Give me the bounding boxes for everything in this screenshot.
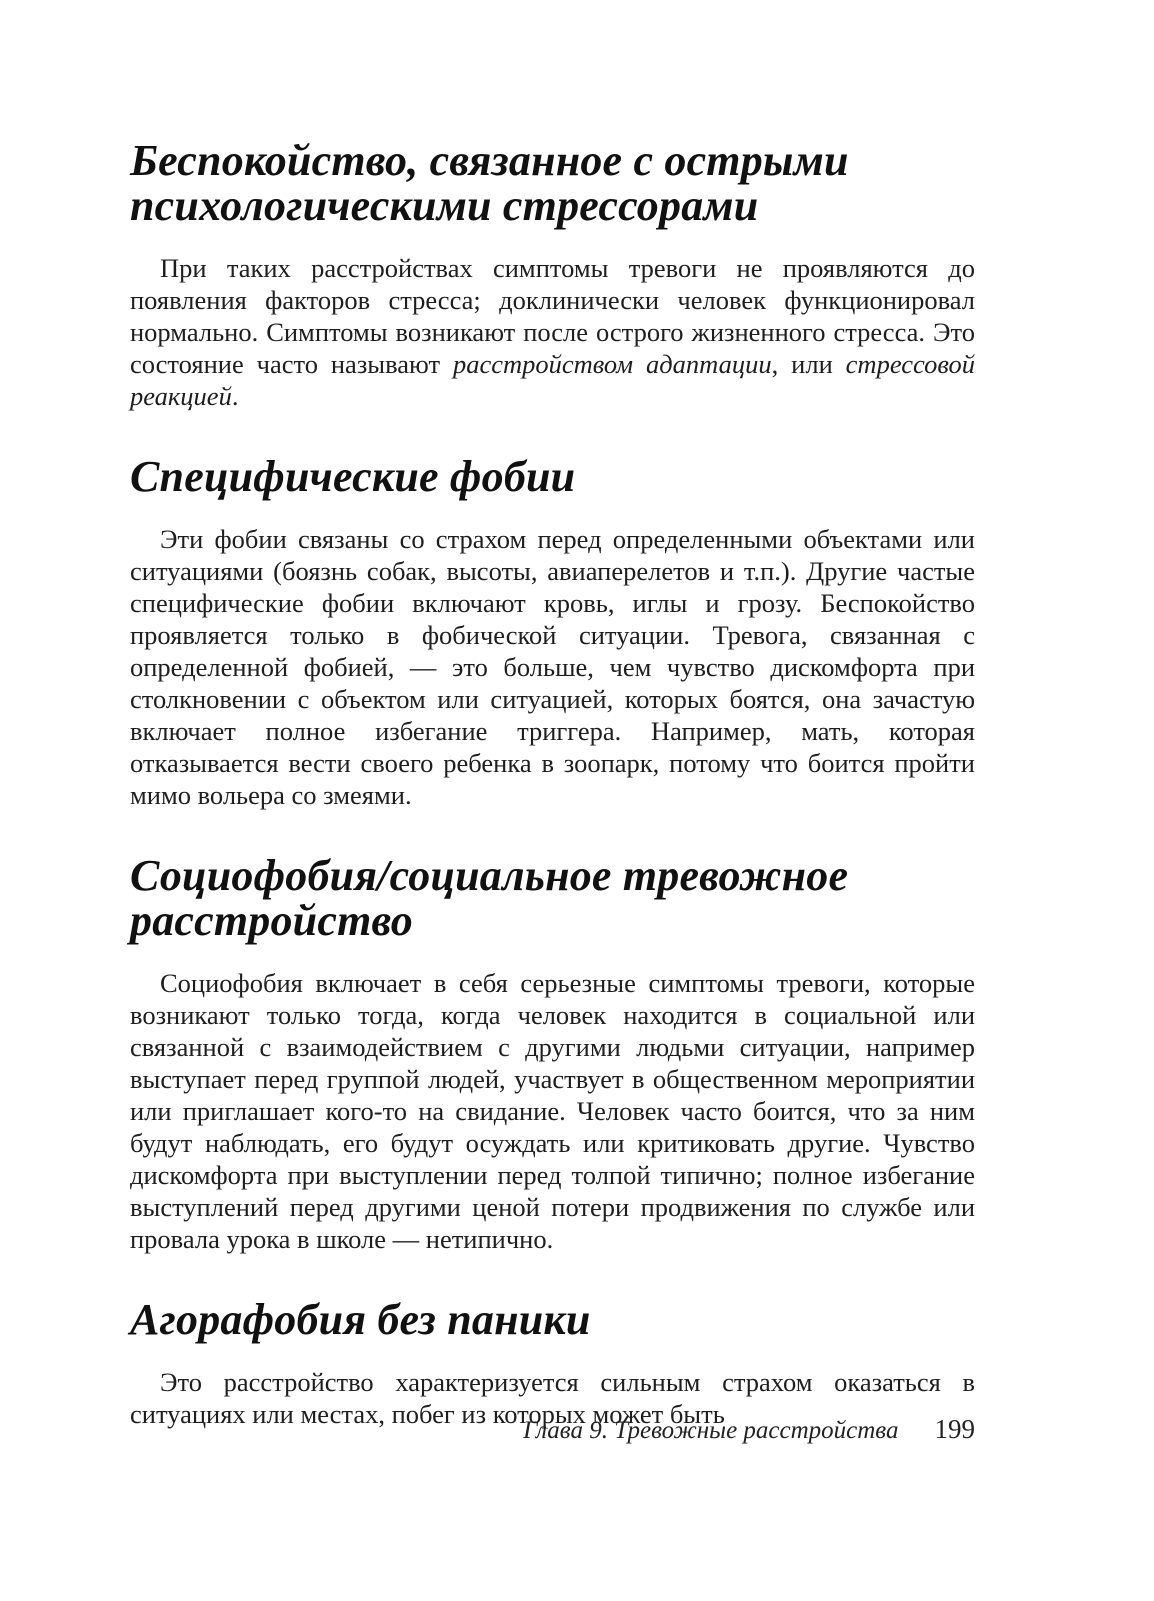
- section-paragraph: [130, 252, 975, 412]
- paragraph-text: При таких расстройствах симптомы тревоги не проявляются до появления факторов стресса; доклинически человек функционировал нормально. Симптомы возникают после острого жизненного стресса. Это состояние часто называют: [130, 253, 975, 379]
- section-heading: Агорафобия без паники: [130, 1295, 591, 1344]
- paragraph-text: , или: [771, 349, 846, 379]
- footer-chapter-title: Глава 9. Тревожные расстройства: [523, 1417, 899, 1444]
- section-paragraph: Эти фобии связаны со страхом перед определенными объектами или ситуациями (боязнь собак, высоты, авиаперелетов и т.п.). Другие частые специфические фобии включают кровь, иглы и грозу. Беспокойство проявляется только в фобической ситуации. Тревога, связанная с определенной фобией, — это больше, чем чувство дискомфорта при столкновении с объектом или ситуацией, которых боятся, она зачастую включает полное избегание триггера. Например, мать, которая отказывается вести своего ребенка в зоопарк, потому что боится пройти мимо вольера со змеями.: [130, 524, 975, 810]
- page-number: 199: [934, 1414, 975, 1444]
- running-footer: [130, 1414, 975, 1445]
- paragraph-emphasis: стрессовой реакцией: [130, 349, 976, 411]
- page-content: [130, 128, 975, 1430]
- section-paragraph: Социофобия включает в себя серьезные симптомы тревоги, которые возникают только тогда, когда человек находится в социальной или связанной с взаимодействием с другими людьми ситуации, например выступает перед группой людей, участвует в общественном мероприятии или приглашает кого-то на свидание. Человек часто боится, что за ним будут наблюдать, его будут осуждать или критиковать другие. Чувство дискомфорта при выступлении перед толпой типично; полное избегание выступлений перед другими ценой потери продвижения по службе или провала урока в школе — нетипично.: [130, 968, 975, 1254]
- section-specific-phobias: [130, 454, 975, 811]
- paragraph-emphasis: расстройством адаптации: [452, 349, 772, 379]
- section-social-phobia: [130, 853, 975, 1255]
- section-acute-stressors: [130, 138, 975, 412]
- section-agoraphobia: [130, 1297, 975, 1430]
- section-paragraph: Это расстройство характеризуется сильным страхом оказаться в ситуациях или местах, побег из которых может быть: [130, 1367, 975, 1429]
- section-heading: Специфические фобии: [130, 452, 576, 501]
- section-heading: Социофобия/социальное тревожное расстройство: [130, 851, 849, 945]
- paragraph-text: .: [231, 381, 239, 411]
- section-heading: Беспокойство, связанное с острыми психологическими стрессорами: [130, 136, 849, 230]
